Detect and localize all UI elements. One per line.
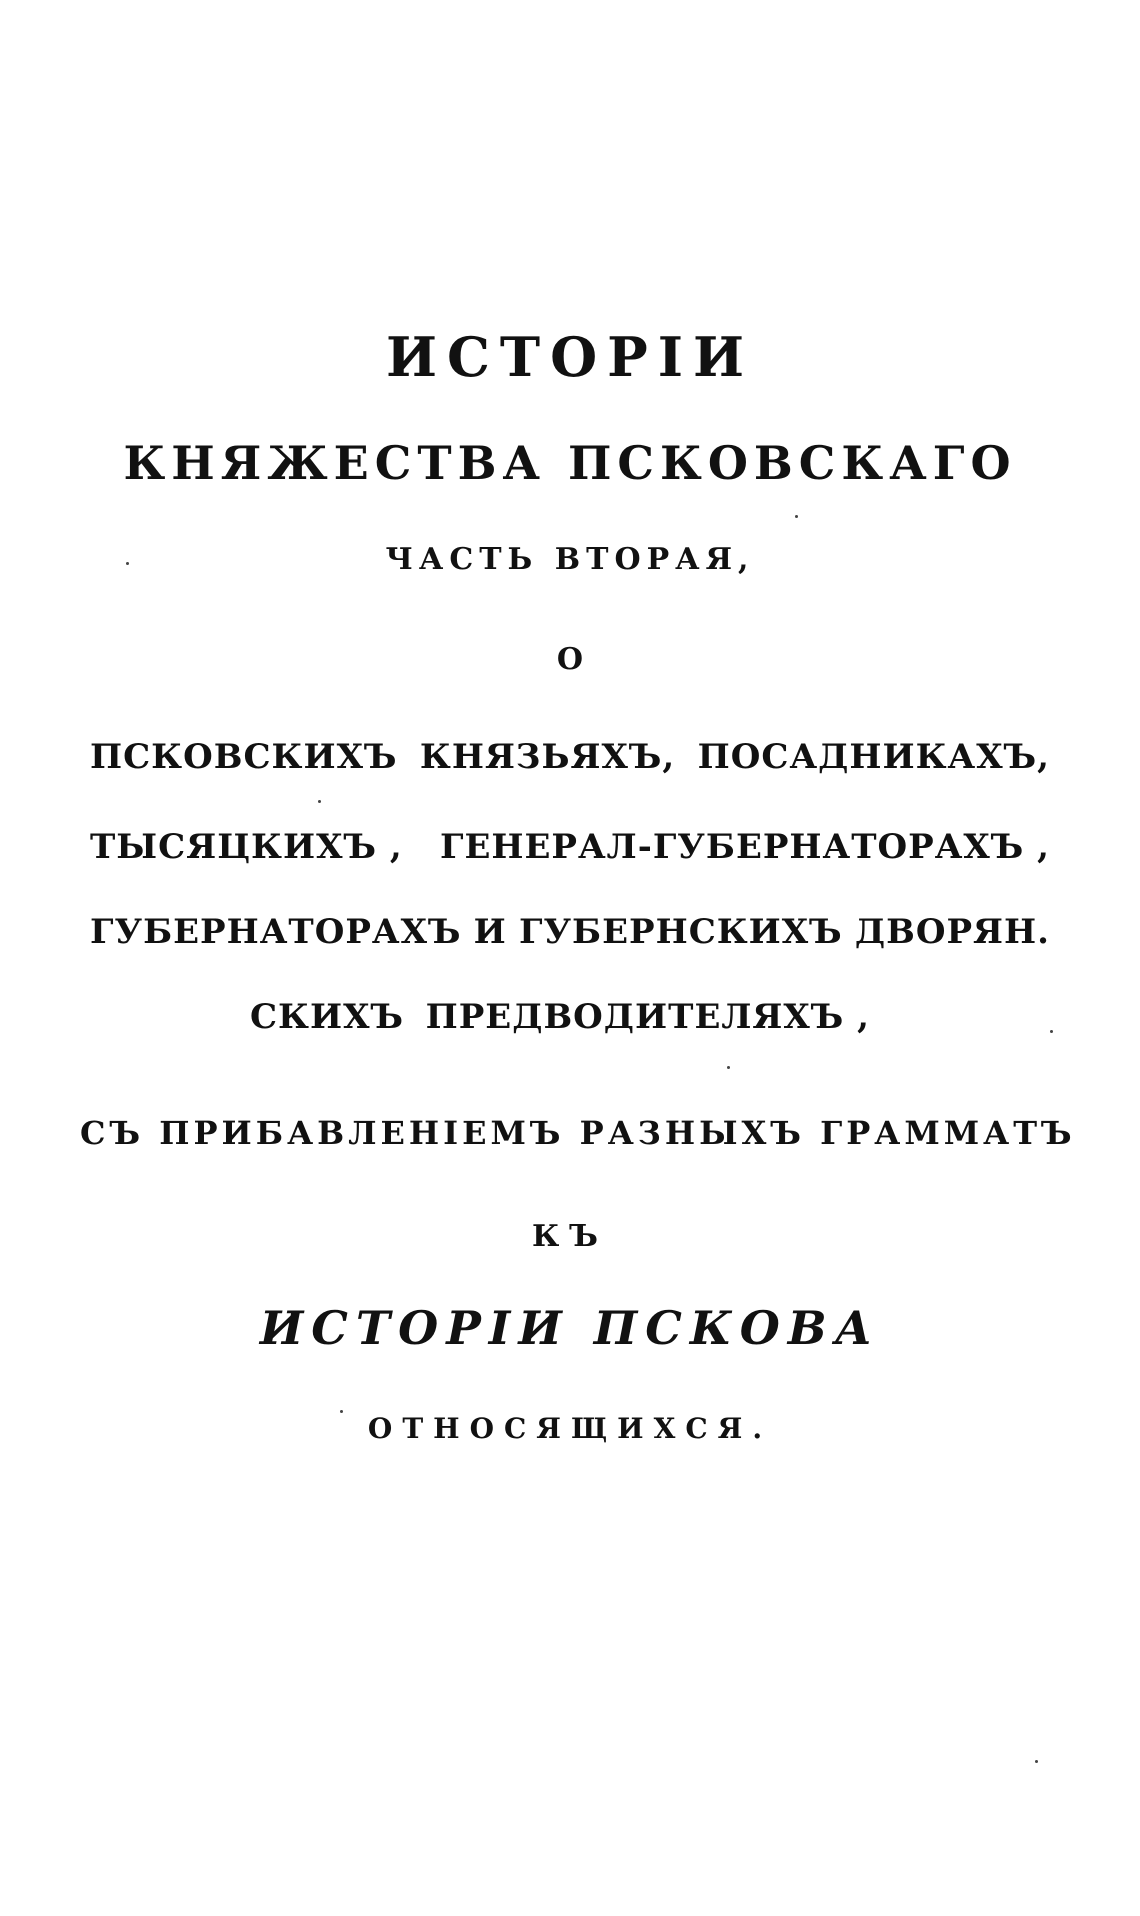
topic-line-1 [90,737,1050,777]
preposition: О [556,642,584,677]
scan-speck [340,1410,343,1413]
topic-word: ПСКОВСКИХЪ [90,737,398,777]
topic-line-4 [250,997,870,1037]
topic-word: ГУБЕРНАТОРАХЪ [90,912,462,952]
topic-line-3 [90,912,1050,952]
topic-word: ДВОРЯН. [854,912,1050,952]
topic-word: ГУБЕРНСКИХЪ [518,912,843,952]
topic-word: ПРЕДВОДИТЕЛЯХЪ , [425,997,870,1037]
topic-word: ГЕНЕРАЛ-ГУБЕРНАТОРАХЪ , [439,827,1050,867]
book-title: ИСТОРІИ [385,325,755,389]
topic-word: И [473,912,507,952]
topic-word: ТЫСЯЦКИХЪ , [90,827,403,867]
scan-speck [795,515,798,518]
scan-speck [126,562,129,565]
history-line: ИСТОРІИ ПСКОВА [259,1301,881,1355]
topic-word: ПОСАДНИКАХЪ, [697,737,1050,777]
topic-line-2 [90,827,1050,867]
scan-speck [318,800,321,803]
preposition-to: КЪ [532,1219,608,1254]
book-subtitle: КНЯЖЕСТВА ПСКОВСКАГО [123,436,1017,490]
scan-speck [1050,1030,1053,1033]
topic-word: КНЯЗЬЯХЪ, [419,737,676,777]
topic-word: СКИХЪ [250,997,405,1037]
relating-line: ОТНОСЯЩИХСЯ. [367,1412,773,1445]
scan-speck [727,1066,730,1069]
part-label: ЧАСТЬ ВТОРАЯ, [385,542,755,577]
scan-speck [1035,1760,1038,1763]
addition-line: СЪ ПРИБАВЛЕНІЕМЪ РАЗНЫХЪ ГРАММАТЪ [80,1114,1076,1152]
